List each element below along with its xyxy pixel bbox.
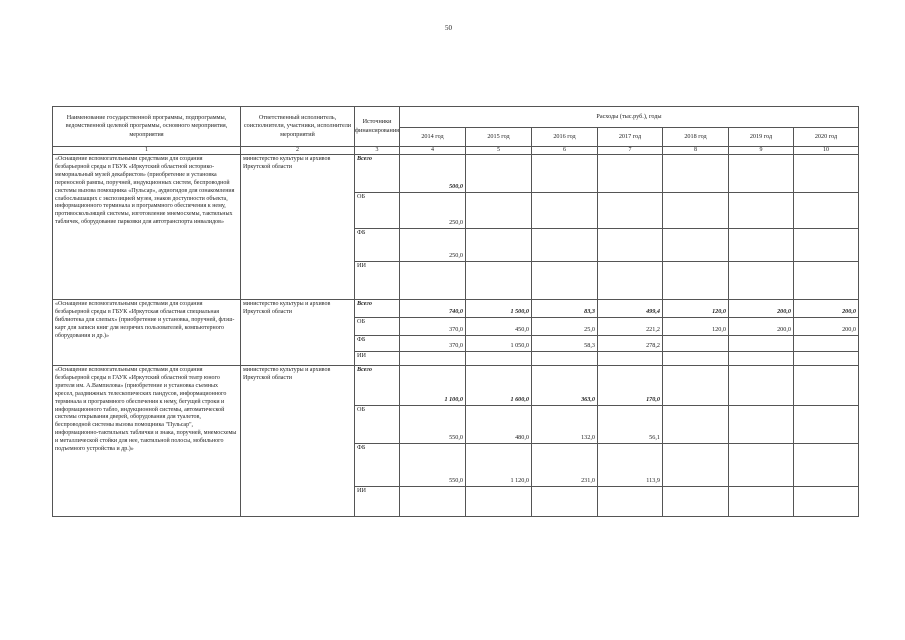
activity-description: «Оснащение вспомогательными средствами для создания безбарьерной среды в ГБУК «Иркутский областной историко-мемориальный музей декабристов» (приобретение и установка переносной рампы, поручней, индукционных систем, беспроводной системы вызова помощника «Пульсар», аудиогидов для ознакомления слабослышащих с экспозицией музея, знаков доступности объекта, информационного терминала и программного обеспечения к нему, противоскользящей системы, изготовление мнемосхемы, тактильных табличек, оборудование парковки для автотранспорта инвалидов» [53,155,241,300]
column-number: 2 [241,147,355,155]
expense-value [663,155,729,193]
year-header: 2018 год [663,128,729,147]
expense-value [729,336,794,352]
expense-value [663,229,729,262]
expense-value: 1 500,0 [466,300,532,318]
expense-value: 120,0 [663,300,729,318]
expense-value [729,193,794,229]
expense-value: 550,0 [400,406,466,444]
expense-value [729,444,794,487]
expense-value: 250,0 [400,193,466,229]
expense-value [794,366,859,406]
responsible-executor: министерство культуры и архивов Иркутской области [241,155,355,300]
expense-value: 200,0 [794,318,859,336]
funding-source: ИИ [355,352,400,366]
expense-value [663,352,729,366]
year-header: 2017 год [598,128,663,147]
funding-source: Всего [355,366,400,406]
funding-source: ИИ [355,262,400,300]
expense-value [532,155,598,193]
expense-value: 200,0 [729,300,794,318]
expense-value [794,193,859,229]
expense-value [729,487,794,517]
expense-value: 221,2 [598,318,663,336]
expense-value [663,406,729,444]
expense-value [729,352,794,366]
expense-value: 200,0 [794,300,859,318]
expense-value: 740,0 [400,300,466,318]
expense-value: 480,0 [466,406,532,444]
expense-value [598,229,663,262]
expense-value: 370,0 [400,336,466,352]
expenses-table [52,106,859,517]
expense-value [466,352,532,366]
page-number: 50 [445,24,452,32]
expense-value [663,366,729,406]
header-sources: Источники финансирования [355,107,400,147]
expense-value: 83,3 [532,300,598,318]
expense-value [663,487,729,517]
expense-value [729,406,794,444]
expense-value [400,262,466,300]
column-number: 7 [598,147,663,155]
expense-value: 120,0 [663,318,729,336]
expense-value [532,229,598,262]
column-number: 8 [663,147,729,155]
column-number: 1 [53,147,241,155]
expense-value [729,155,794,193]
year-header: 2016 год [532,128,598,147]
year-header: 2020 год [794,128,859,147]
year-header: 2019 год [729,128,794,147]
expense-value [466,193,532,229]
expense-value [598,262,663,300]
funding-source: Всего [355,300,400,318]
expense-value [400,352,466,366]
expense-value [466,155,532,193]
expense-value [466,262,532,300]
expense-value: 1 120,0 [466,444,532,487]
expense-value: 550,0 [400,444,466,487]
year-header: 2014 год [400,128,466,147]
funding-source: Всего [355,155,400,193]
expense-value: 1 100,0 [400,366,466,406]
column-number: 3 [355,147,400,155]
expense-value [794,352,859,366]
column-number: 9 [729,147,794,155]
expense-value [794,155,859,193]
funding-source: ОБ [355,193,400,229]
header-expenses: Расходы (тыс.руб.), годы [400,107,859,128]
expense-value [794,336,859,352]
expense-value [598,487,663,517]
column-number: 5 [466,147,532,155]
expense-value [729,262,794,300]
expense-value [598,193,663,229]
expense-value [598,352,663,366]
expense-value: 1 050,0 [466,336,532,352]
table-row [53,300,859,318]
expense-value [794,262,859,300]
expense-value: 499,4 [598,300,663,318]
expense-value: 250,0 [400,229,466,262]
expense-value [466,487,532,517]
funding-source: ФБ [355,229,400,262]
expense-value [794,444,859,487]
activity-description: «Оснащение вспомогательными средствами для создания безбарьерной среды в ГБУК «Иркутская областная специальная библиотека для слепых» (приобретение и установка, поручней, флэш-карт для записи книг для незрячих пользователей, компьютерного оборудования и др.)» [53,300,241,366]
activity-description: «Оснащение вспомогательными средствами для создания безбарьерной среды в ГАУК «Иркутский областной театр юного зрителя им. А.Вампилова» (приобретение и установка съемных кресел, раздвижных телескопических пандусов, информационного терминала и программного обеспечения к нему, бегущей строки и информационного табло, индукционной системы, автоматической системы открывания дверей, оборудования для туалетов, беспроводной системы вызова помощника "Пульсар", информационно-тактильных таблички и знака, поручней, мнемосхемы и металлической стойки для нее, тактильной полосы, мобильного подъемного устройства и др.)» [53,366,241,517]
funding-source: ФБ [355,444,400,487]
funding-source: ИИ [355,487,400,517]
expense-value [794,229,859,262]
header-name: Наименование государственной программы, подпрограммы, ведомственной целевой программы, основного мероприятия, мероприятия [53,107,241,147]
expense-value: 132,0 [532,406,598,444]
responsible-executor: министерство культуры и архивов Иркутской области [241,300,355,366]
column-number: 4 [400,147,466,155]
expense-value [794,406,859,444]
year-header: 2015 год [466,128,532,147]
expense-value: 200,0 [729,318,794,336]
funding-source: ФБ [355,336,400,352]
expense-value: 500,0 [400,155,466,193]
expense-value [466,229,532,262]
expense-value [663,336,729,352]
expense-value: 1 600,0 [466,366,532,406]
expense-value [598,155,663,193]
header-responsible: Ответственный исполнитель, соисполнители, участники, исполнители мероприятий [241,107,355,147]
expense-value [663,193,729,229]
expense-value: 363,0 [532,366,598,406]
expense-value: 56,1 [598,406,663,444]
column-number: 10 [794,147,859,155]
expense-value [663,444,729,487]
expense-value: 25,0 [532,318,598,336]
expense-value [532,487,598,517]
column-number: 6 [532,147,598,155]
table-row [53,366,859,406]
funding-source: ОБ [355,318,400,336]
expense-value [729,229,794,262]
table-row [53,155,859,193]
responsible-executor: министерство культуры и архивов Иркутской области [241,366,355,517]
expense-value [794,487,859,517]
expense-value: 450,0 [466,318,532,336]
expense-value [532,193,598,229]
expense-value: 113,9 [598,444,663,487]
expense-value: 231,0 [532,444,598,487]
expense-value: 170,0 [598,366,663,406]
expense-value [663,262,729,300]
expense-value: 58,3 [532,336,598,352]
expense-value [532,352,598,366]
expense-value: 370,0 [400,318,466,336]
funding-source: ОБ [355,406,400,444]
expense-value [729,366,794,406]
expense-value [532,262,598,300]
expense-value [400,487,466,517]
expense-value: 278,2 [598,336,663,352]
